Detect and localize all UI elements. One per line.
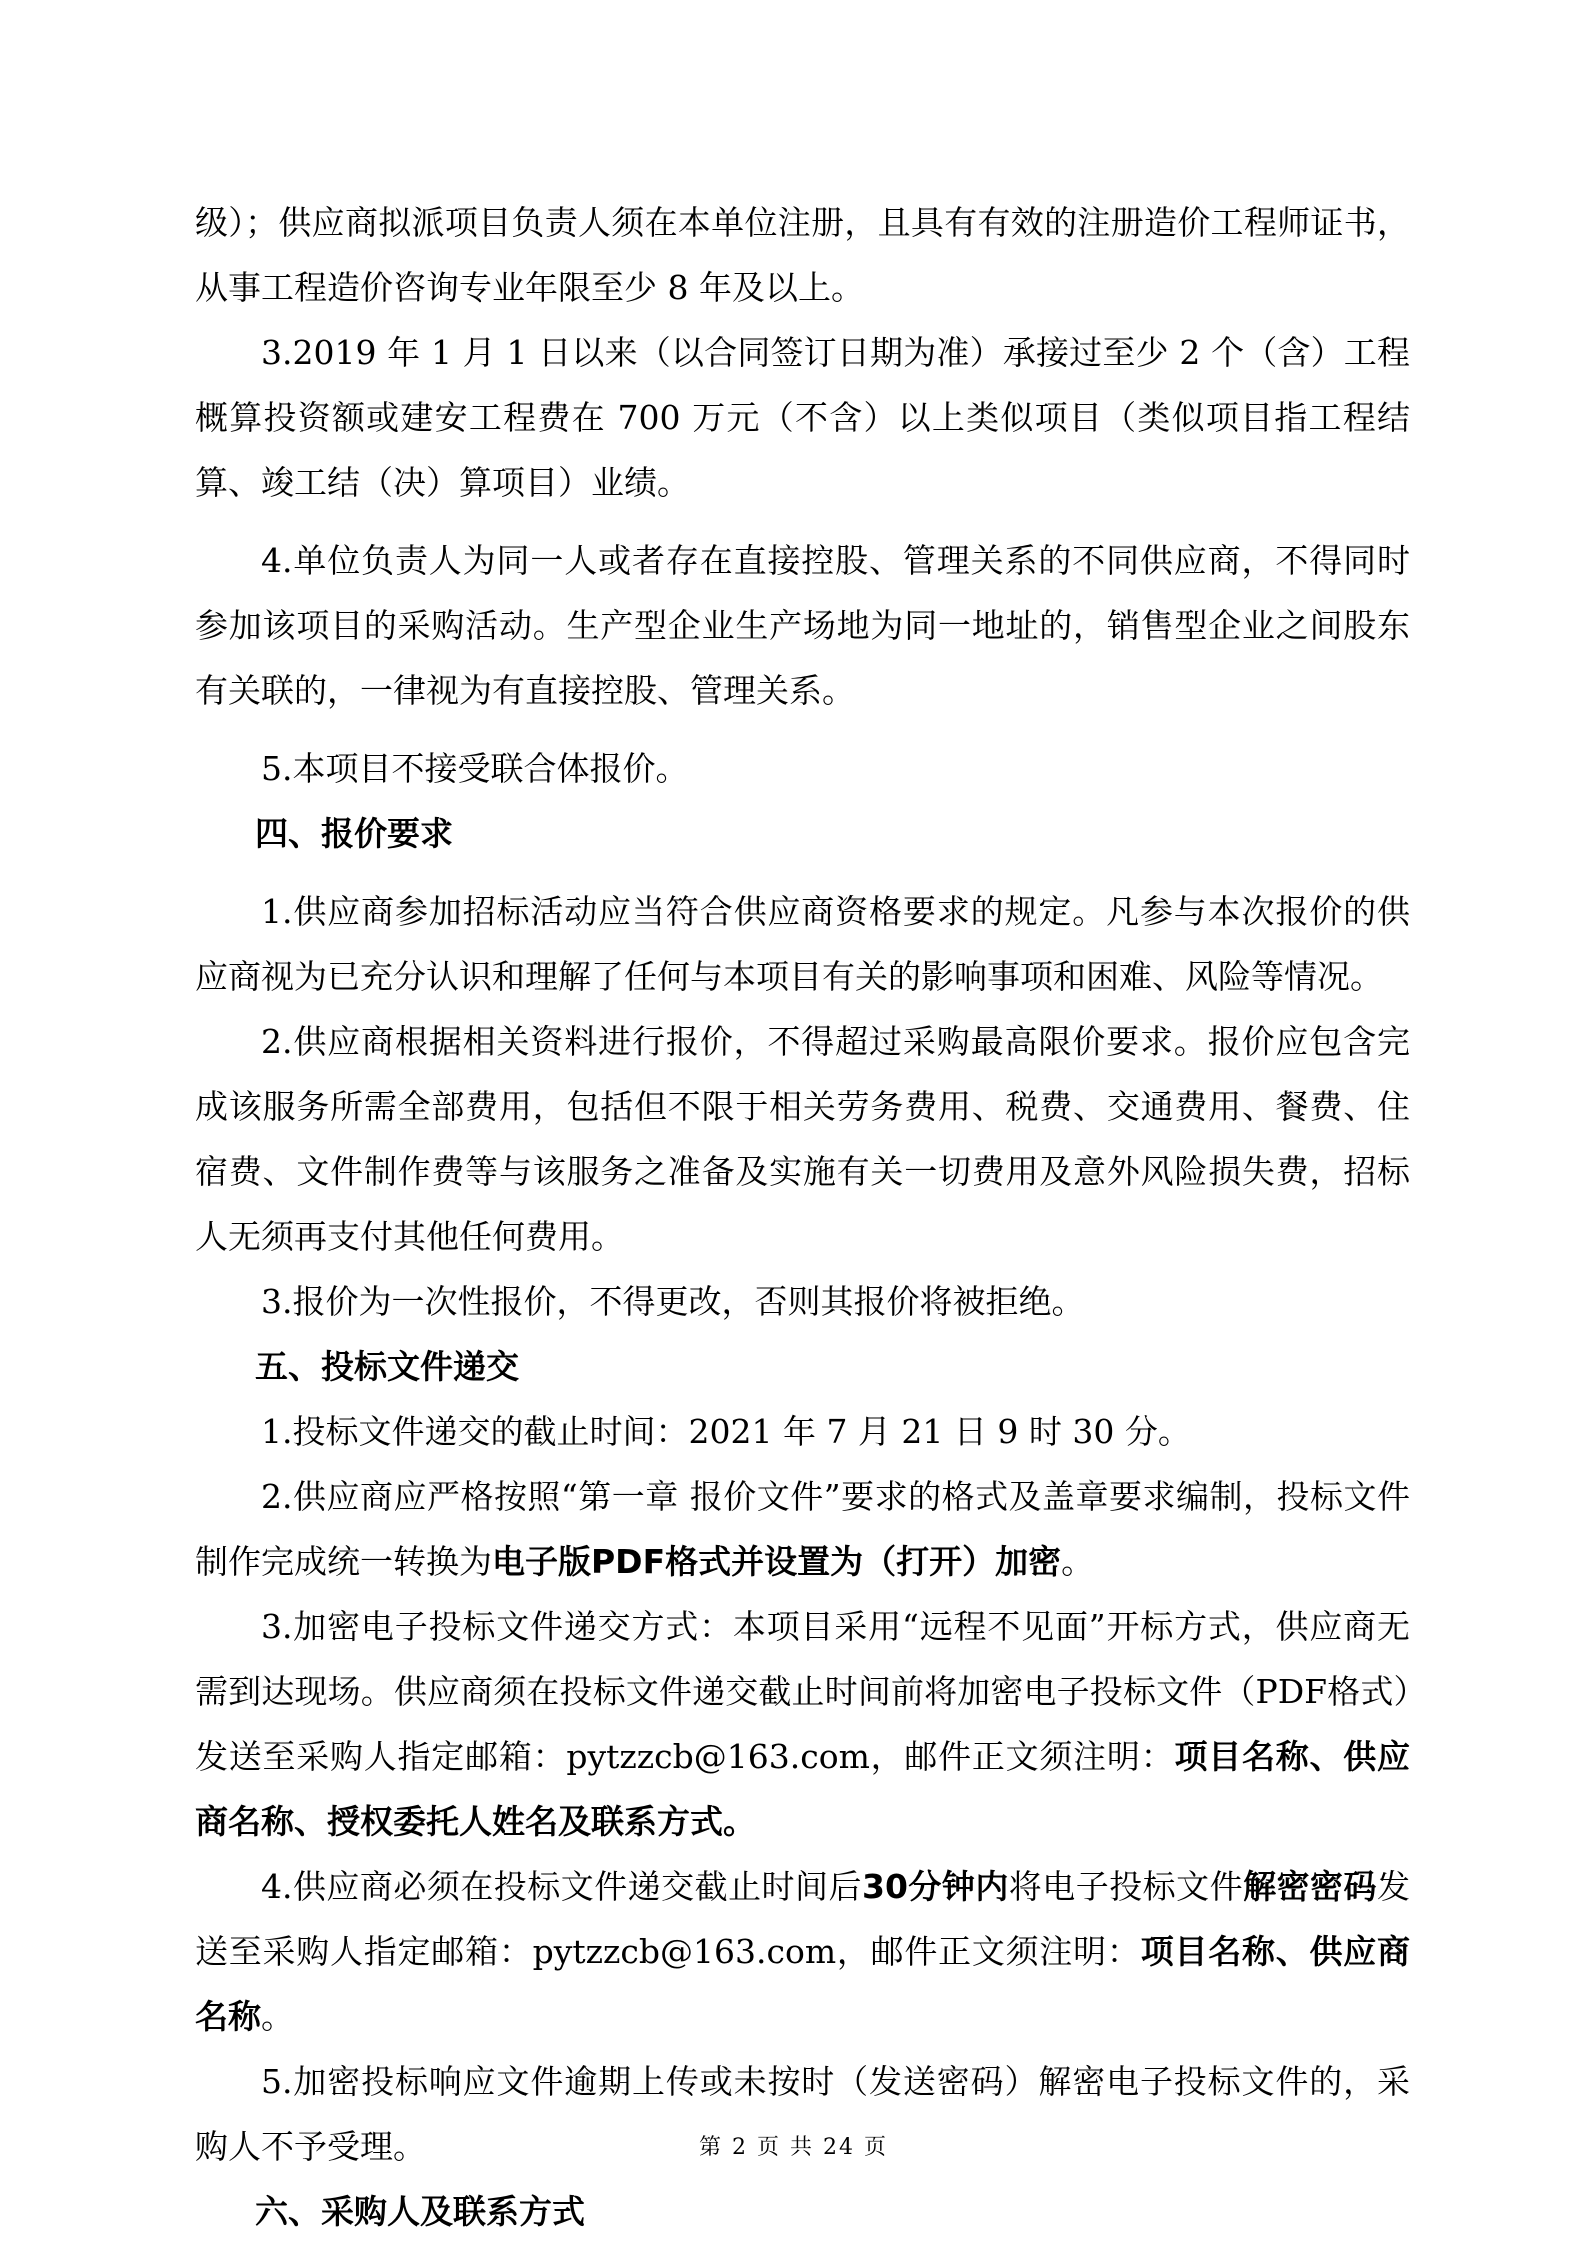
section-heading-quotation: 四、报价要求 [255,814,453,853]
bold-text-run: 解密密码 [1243,1867,1377,1906]
text-run: 。 [261,1997,294,2036]
section-heading-purchaser-contact: 六、采购人及联系方式 [255,2192,585,2231]
section-heading-submission: 五、投标文件递交 [255,1347,519,1386]
paragraph-quote-2: 2.供应商根据相关资料进行报价，不得超过采购最高限价要求。报价应包含完成该服务所需全部费用，包括但不限于相关劳务费用、税费、交通费用、餐费、住宿费、文件制作费等与该服务之准备及实施有关一切费用及意外风险损失费，招标人无须再支付其他任何费用。 [195,1022,1410,1256]
text-run: 将电子投标文件 [1008,1867,1244,1906]
text-run: 2.供应商应严格按照“第一章 报价文件”要求的格式及盖章要求编制，投标文件制作完成统一转换为 [195,1477,1410,1581]
paragraph-submission-4 [195,1854,1410,2049]
paragraph-qualification-continued: 级）；供应商拟派项目负责人须在本单位注册，且具有有效的注册造价工程师证书，从事工程造价咨询专业年限至少 8 年及以上。 [195,203,1410,307]
paragraph-5-no-consortium: 5.本项目不接受联合体报价。 [261,749,689,788]
text-run: 。 [1061,1542,1095,1581]
paragraph-submission-5: 5.加密投标响应文件逾期上传或未按时（发送密码）解密电子投标文件的，采购人不予受理。 [195,2062,1410,2166]
bold-text-run: 电子版PDF格式并设置为（打开）加密 [492,1542,1062,1581]
paragraph-submission-3 [195,1594,1410,1854]
paragraph-4-relationship: 4.单位负责人为同一人或者存在直接控股、管理关系的不同供应商，不得同时参加该项目的采购活动。生产型企业生产场地为同一地址的，销售型企业之间股东有关联的，一律视为有直接控股、管理关系。 [195,541,1410,710]
text-run: 3.加密电子投标文件递交方式：本项目采用“远程不见面”开标方式，供应商无需到达现场。供应商须在投标文件递交截止时间前将加密电子投标文件（PDF格式）发送至采购人指定邮箱：pytzzcb@163.com，邮件正文须注明： [195,1607,1410,1776]
document-body [195,190,1410,2244]
paragraph-submission-1: 1.投标文件递交的截止时间：2021 年 7 月 21 日 9 时 30 分。 [261,1412,1191,1451]
bold-text-run: 项目名称、供应商名称、授权委托人姓名及联系方式。 [195,1737,1411,1841]
paragraph-submission-2 [195,1464,1410,1594]
text-run: 发送至采购人指定邮箱：pytzzcb@163.com，邮件正文须注明： [195,1867,1410,1971]
page-number-footer: 第 2 页 共 24 页 [699,2135,888,2160]
paragraph-3-performance: 3.2019 年 1 月 1 日以来（以合同签订日期为准）承接过至少 2 个（含）工程概算投资额或建安工程费在 700 万元（不含）以上类似项目（类似项目指工程结算、竣工结（决）算项目）业绩。 [195,333,1410,502]
bold-text-run: 项目名称、供应商名称 [195,1932,1411,2036]
bold-text-run: 30分钟内 [861,1867,1009,1906]
text-run: 4.供应商必须在投标文件递交截止时间后 [261,1867,862,1906]
paragraph-quote-3: 3.报价为一次性报价，不得更改，否则其报价将被拒绝。 [261,1282,1085,1321]
paragraph-quote-1: 1.供应商参加招标活动应当符合供应商资格要求的规定。凡参与本次报价的供应商视为已充分认识和理解了任何与本项目有关的影响事项和困难、风险等情况。 [195,892,1410,996]
